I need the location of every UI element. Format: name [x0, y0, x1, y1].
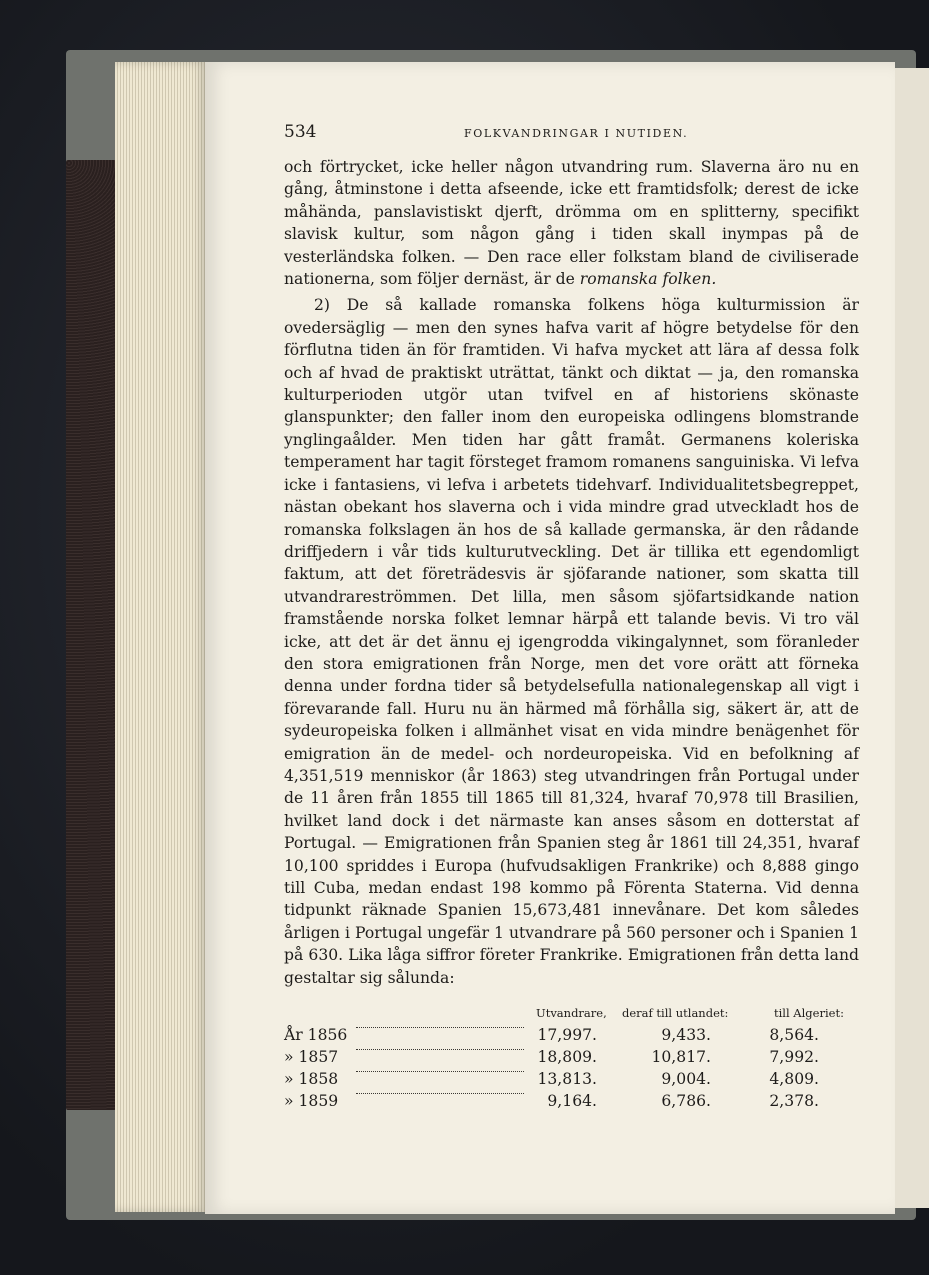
table-row [284, 1048, 859, 1070]
dot-leader [356, 1092, 524, 1094]
cell-emigrants: 13,813. [537, 1070, 597, 1088]
dot-leader [356, 1026, 524, 1028]
row-label: » 1858 [284, 1070, 339, 1088]
cell-emigrants: 17,997. [537, 1026, 597, 1044]
body-text [284, 156, 859, 989]
running-head [284, 122, 859, 146]
emigration-table [284, 1004, 859, 1114]
cell-emigrants: 18,809. [537, 1048, 597, 1066]
row-label: » 1859 [284, 1092, 339, 1110]
dot-leader [356, 1048, 524, 1050]
cell-algeria: 4,809. [769, 1070, 819, 1088]
cell-abroad: 6,786. [661, 1092, 711, 1110]
cell-algeria: 2,378. [769, 1092, 819, 1110]
row-label: » 1857 [284, 1048, 339, 1066]
cell-abroad: 9,433. [661, 1026, 711, 1044]
table-row [284, 1092, 859, 1114]
cell-algeria: 7,992. [769, 1048, 819, 1066]
table-header [284, 1004, 859, 1026]
page-number: 534 [284, 122, 317, 142]
table-row [284, 1070, 859, 1092]
column-header-abroad: deraf till utlandet: [622, 1006, 729, 1020]
paragraph-1 [284, 156, 859, 290]
column-header-emigrants: Utvandrare, [536, 1006, 607, 1020]
cell-emigrants: 9,164. [547, 1092, 597, 1110]
leather-spine [66, 160, 116, 1110]
dot-leader [356, 1070, 524, 1072]
paragraph-2: 2) De så kallade romanska folkens höga kulturmission är ovedersäglig — men den synes hafva varit af högre betydelse för den förflutna tiden än för framtiden. Vi hafva mycket att lära af dessa folk och af hvad de praktiskt uträttat, tänkt och diktat — ja, den romanska kulturperioden utgör utan tvifvel en af historiens skönaste glanspunkter; den faller inom den europeiska odlingens blomstrande ynglingaålder. Men tiden har gått framåt. Germanens koleriska temperament har tagit försteget framom romanens sanguiniska. Vi lefva icke i fantasiens, vi lefva i arbetets tidehvarf. Individualitetsbegreppet, nästan obekant hos slaverna och i vida mindre grad utveckladt hos de romanska folkslagen än hos de så kallade germanska, är den rådande driffjedern i vår tids kulturutveckling. Det är tillika ett egendomligt faktum, att det företrädesvis är sjöfarande nationer, som skatta till utvandrareströmmen. Det lilla, men såsom sjöfartsidkande nation framstående norska folket lemnar härpå ett talande bevis. Vi tro väl icke, att det är det ännu ej igengrodda vikingalynnet, som föranleder den stora emigrationen från Norge, men det vore orätt att förneka denna under fordna tider så betydelsefulla nationalegenskap all vigt i förevarande fall. Huru nu än härmed må förhålla sig, säkert är, att de sydeuropeiska folken i allmänhet visat en vida mindre benägenhet för emigration än de medel- och nordeuropeiska. Vid en befolkning af 4,351,519 menniskor (år 1863) steg utvandringen från Portugal under de 11 åren från 1855 till 1865 till 81,324, hvaraf 70,978 till Brasilien, hvilket land dock i det närmaste kan anses såsom en dotterstat af Portugal. — Emigrationen från Spanien steg år 1861 till 24,351, hvaraf 10,100 spriddes i Europa (hufvudsakligen Frankrike) och 8,888 gingo till Cuba, medan endast 198 kommo på Förenta Staterna. Vid denna tidpunkt räknade Spanien 15,673,481 innevånare. Det kom således årligen i Portugal ungefär 1 utvandrare på 560 personer och i Spanien 1 på 630. Lika låga siffror företer Frankrike. Emigrationen från detta land gestaltar sig sålunda: [284, 296, 859, 987]
cell-abroad: 10,817. [651, 1048, 711, 1066]
page-edges [115, 62, 207, 1212]
paragraph-1-text: och förtrycket, icke heller någon utvandring rum. Slaverna äro nu en gång, åtminstone i detta afseende, icke ett framtidsfolk; derest de icke måhända, panslavistiskt djerft, drömma om en splitterny, specifikt slavisk kultur, som någon gång i tiden skall inympas på de vesterländska folken. — Den race eller folkstam bland de civiliserade nationerna, som följer dernäst, är de [284, 158, 859, 289]
column-header-algeria: till Algeriet: [774, 1006, 844, 1020]
row-label: År 1856 [284, 1026, 348, 1044]
facing-page-edge [895, 68, 929, 1208]
running-title: FOLKVANDRINGAR I NUTIDEN. [464, 127, 689, 140]
cell-abroad: 9,004. [661, 1070, 711, 1088]
table-row [284, 1026, 859, 1048]
cell-algeria: 8,564. [769, 1026, 819, 1044]
emphasis-romanska-folken: romanska folken. [579, 270, 717, 289]
